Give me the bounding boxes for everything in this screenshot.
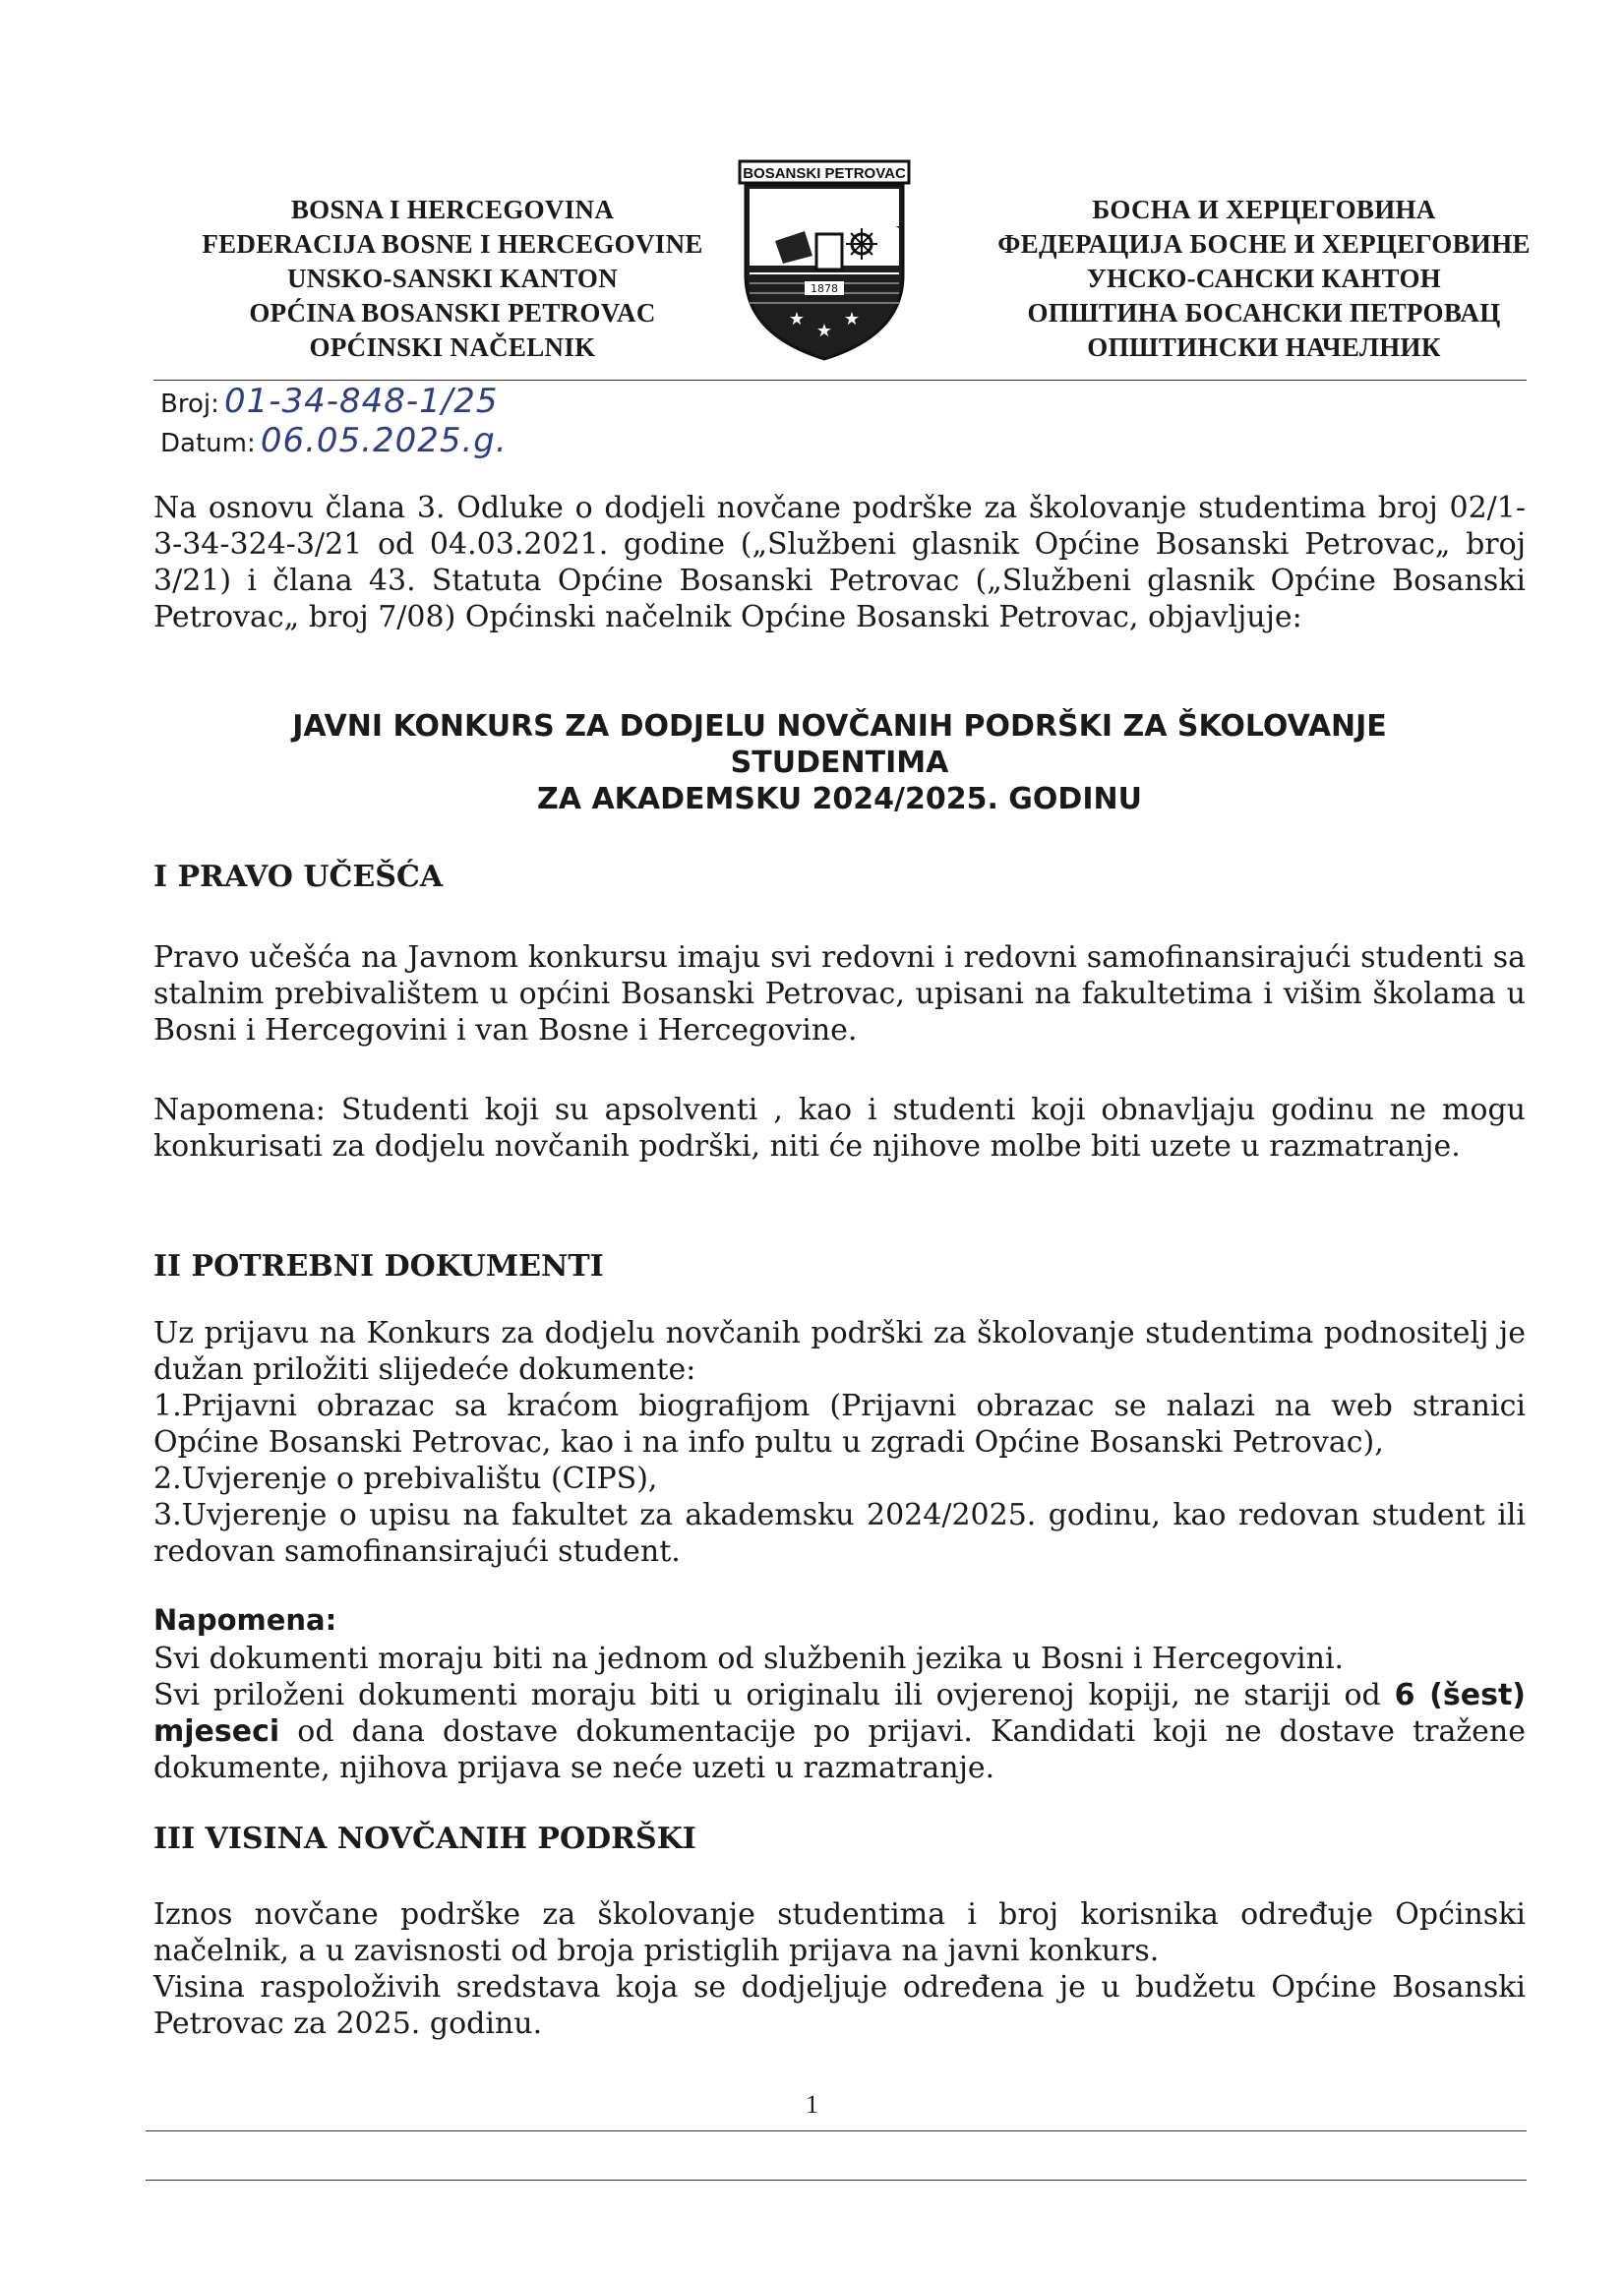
section1-paragraph: Pravo učešća na Javnom konkursu imaju svi redovni i redovni samofinansirajući studenti sa stalnim prebivalištem u općini Bosanski Petrovac, upisani na fakultetima i višim školama u Bosni i Hercegovini i van Bosne i Hercegovine. (153, 940, 1526, 1048)
svg-text:★: ★ (788, 309, 806, 330)
svg-text:★: ★ (843, 309, 861, 330)
header-right (989, 193, 1539, 365)
section3-paragraph (153, 1896, 1526, 2042)
note-text: od dana dostave dokumentacije po prijavi. Kandidati koji ne dostave tražene dokumente, njihova prijava se neće uzeti u razmatranje. (153, 1714, 1526, 1785)
note-heading: Napomena: (153, 1603, 337, 1637)
emblem-year: 1878 (811, 282, 838, 295)
footer-divider (146, 2180, 1527, 2181)
document-number (160, 382, 499, 421)
title-line: JAVNI KONKURS ZA DODJELU NOVČANIH PODRŠKI ZA ŠKOLOVANJE (292, 709, 1387, 744)
section2-intro: Uz prijavu na Konkurs za dodjelu novčanih podrški za školovanje studentima podnositelj je dužan priložiti slijedeće dokumente: (153, 1316, 1526, 1387)
footer-divider (146, 2130, 1527, 2131)
section-heading: I PRAVO UČEŠĆA (153, 860, 444, 894)
header-right-line: УНСКО-САНСКИ КАНТОН (1086, 264, 1442, 293)
emblem-banner: BOSANSKI PETROVAC (743, 165, 906, 182)
title-line: STUDENTIMA (730, 746, 949, 780)
list-item: 3.Uvjerenje o upisu na fakultet za akademsku 2024/2025. godinu, kao redovan student ili redovan samofinansirajući student. (153, 1498, 1526, 1569)
header-right-line: ОПШТИНСКИ НАЧЕЛНИК (1087, 332, 1441, 362)
note-block (153, 1641, 1526, 1786)
header-left-line: OPĆINA BOSANSKI PETROVAC (249, 298, 656, 328)
section-heading: III VISINA NOVČANIH PODRŠKI (153, 1822, 696, 1856)
header-left-line: BOSNA I HERCEGOVINA (290, 195, 615, 224)
header-left-line: UNSKO-SANSKI KANTON (286, 264, 618, 293)
section3-text: Visina raspoloživih sredstava koja se dodjeljuje određena je u budžetu Općine Bosanski Petrovac za 2025. godinu. (153, 1970, 1526, 2041)
note-bold-text: 6 (šest) mjeseci (153, 1678, 1526, 1749)
page-number: 1 (806, 2090, 818, 2119)
datum-value: 06.05.2025.g. (260, 421, 508, 460)
list-item: 1.Prijavni obrazac sa kraćom biografijom (Prijavni obrazac se nalazi na web stranici Općine Bosanski Petrovac, kao i na info pultu u zgradi Općine Bosanski Petrovac), (153, 1389, 1526, 1460)
section-heading: II POTREBNI DOKUMENTI (153, 1249, 604, 1284)
document-date (160, 421, 508, 460)
header-left (187, 193, 718, 365)
title-line: ZA AKADEMSKU 2024/2025. GODINU (537, 782, 1142, 816)
intro-paragraph: Na osnovu člana 3. Odluke o dodjeli novčane podrške za školovanje studentima broj 02/1-3-34-324-3/21 od 04.03.2021. godine („Službeni glasnik Općine Bosanski Petrovac„ broj 3/21) i člana 43. Statuta Općine Bosanski Petrovac („Službeni glasnik Općine Bosanski Petrovac„ broj 7/08) Općinski načelnik Općine Bosanski Petrovac, objavljuje: (153, 491, 1526, 634)
header-left-line: FEDERACIJA BOSNE I HERCEGOVINE (202, 229, 703, 259)
section3-text: Iznos novčane podrške za školovanje studentima i broj korisnika određuje Općinski načelnik, a u zavisnosti od broja pristiglih prijava na javni konkurs. (153, 1897, 1526, 1968)
header-left-line: OPĆINSKI NAČELNIK (309, 332, 596, 362)
datum-label: Datum: (160, 429, 256, 458)
document-list (153, 1388, 1526, 1570)
broj-label: Broj: (160, 389, 219, 419)
header-divider (153, 380, 1527, 381)
note-text: Svi priloženi dokumenti moraju biti u originalu ili ovjerenoj kopiji, ne stariji od (153, 1678, 1395, 1712)
header-right-line: БОСНА И ХЕРЦЕГОВИНА (1092, 195, 1436, 224)
section1-note: Napomena: Studenti koji su apsolventi , kao i studenti koji obnavljaju godinu ne mogu konkurisati za dodjelu novčanih podrški, niti će njihove molbe biti uzete u razmatranje. (153, 1093, 1526, 1164)
header-right-line: ФЕДЕРАЦИЈА БОСНЕ И ХЕРЦЕГОВИНЕ (997, 229, 1531, 259)
note-line: Svi dokumenti moraju biti na jednom od službenih jezika u Bosni i Hercegovini. (153, 1642, 1345, 1676)
list-item: 2.Uvjerenje o prebivalištu (CIPS), (153, 1462, 658, 1496)
coat-of-arms-icon (736, 157, 913, 364)
broj-value: 01-34-848-1/25 (223, 382, 499, 421)
note-line (153, 1677, 1526, 1786)
header-right-line: ОПШТИНА БОСАНСКИ ПЕТРОВАЦ (1027, 298, 1501, 328)
page-title (153, 708, 1526, 817)
svg-text:★: ★ (815, 321, 833, 341)
